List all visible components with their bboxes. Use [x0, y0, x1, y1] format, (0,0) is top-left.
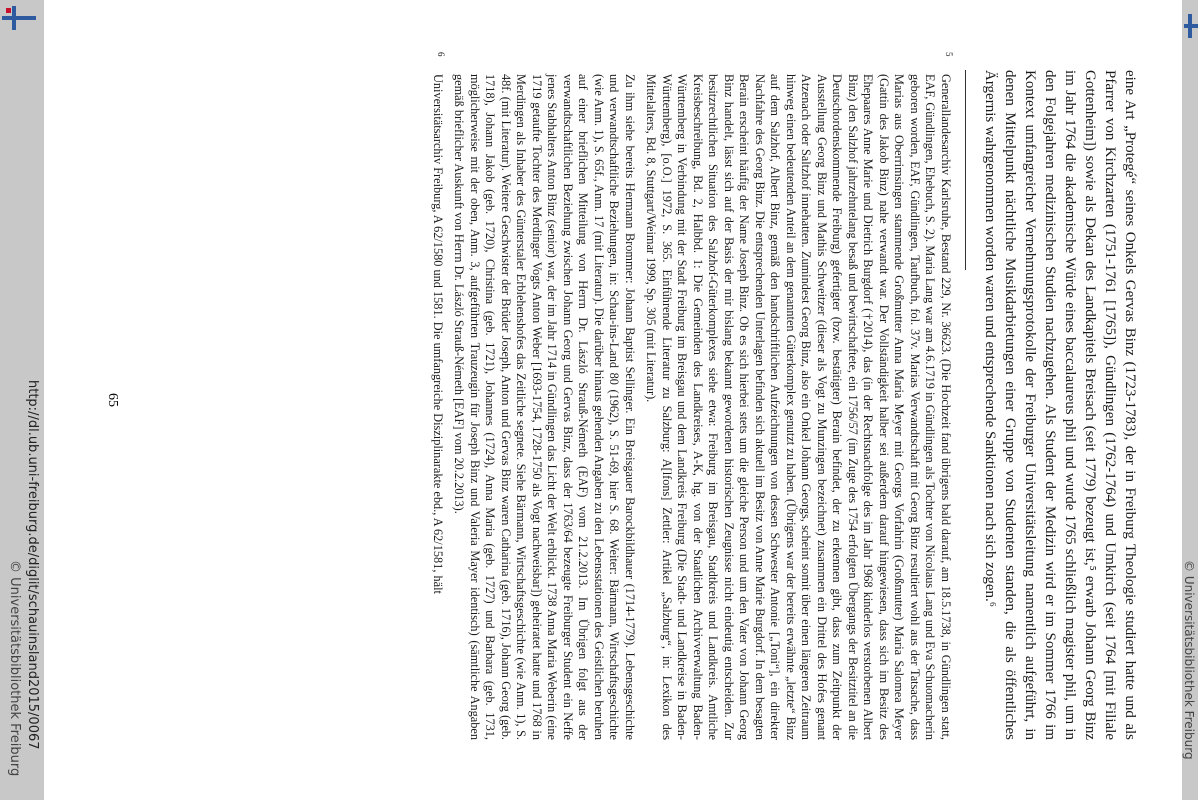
footnote-6-number: 6	[436, 52, 446, 57]
footnote-6-text: Universitätsarchiv Freiburg, A 62/1580 und 1581. Die umfangreiche Disziplinarakte ebd., A 62/1581, hält	[431, 74, 445, 594]
watermark-left	[4, 0, 44, 800]
footnote-divider	[965, 70, 966, 270]
footnote-5-number: 5	[944, 52, 954, 57]
watermark-right	[1178, 0, 1198, 800]
watermark-right-copyright: © Universitätsbibliothek Freiburg	[1182, 560, 1196, 760]
footnote-6	[430, 52, 446, 740]
footnote-5-text: Generallandesarchiv Karlsruhe, Bestand 229, Nr. 36623. (Die Hochzeit fand übrigens bald darauf, am 18.5.1738, in Gündlingen statt, EAF, Gündlingen, Ehebuch, S. 2). Maria Lang war am 4.6.1719 in Gündlingen als Tochter von Nicolaus Lang und Eva Schuomacherin geboren worden, EAF, Gündlingen, Taufbuch, fol. 37v. Marias Verwandtschaft mit Georg Binz resultiert wohl aus der Tatsache, dass Marias aus Oberrimsingen stammende Großmutter Anna Maria Meyer mit Georgs Vorfahrin (Großmutter) Maria Salomea Meyer (Gattin des Jakob Binz) nahe verwandt war. Der Vollständigkeit halber sei außerdem darauf hingewiesen, dass sich im Besitz des Ehepaares Anne Marie und Dietrich Burgdorf (†2014), das (in der Rechtsnachfolge des im Jahr 1968 kinderlos verstorbenen Albert Binz) den Salzhof jahrzehntelang besaß und bewirtschaftete, ein 1756/57 (im Zuge des 1754 erfolgten Übergangs der Besitztitel an die Deutschordenskommende Freiburg) gefertigter (bzw. bestätigter) Berain befindet, der zu erkennen gibt, dass zum Zeitpunkt der Ausstellung Georg Binz und Mathis Schweitzer (dieser als Vogt zu Munzingen bezeichnet) zusammen ein Drittel des Hofes genant Atzenach oder Saltzhof innehatten. Zumindest Georg Binz, also ein Onkel Johann Georgs, scheint somit über einen längeren Zeitraum hinweg einen bedeutenden Anteil an dem genannten Güterkomplex genutzt zu haben. (Übrigens war der bereits erwähnte „letzte“ Binz auf dem Salzhof, Albert Binz, gemäß den handschriftlichen Aufzeichnungen von dessen Schwester Antonie [„Toni“], ein direkter Nachfahre des Georg Binz. Die entsprechenden Unterlagen befinden sich aktuell im Besitz von Anne Marie Burgdorf. In dem besagten Berain erscheint häufig der Name Joseph Binz. Ob es sich hierbei stets um die gleiche Person und um den Vater von Johann Georg Binz handelt, lässt sich auf der Basis der mir bislang bekannt gewordenen historischen Zeugnisse nicht eindeutig entscheiden. Zur besitzrechtlichen Situation des Salzhof-Güterkomplexes siehe etwa: Freiburg im Breisgau, Stadtkreis und Landkreis. Amtliche Kreisbeschreibung, Bd. 2, Halbbd. 1: Die Gemeinden des Landkreises, A-K, hg. von der Staatlichen Archivverwaltung Baden-Württemberg in Verbindung mit der Stadt Freiburg im Breisgau und dem Landkreis Freiburg (Die Stadt- und Landkreise in Baden-Württemberg), [o.O.] 1972, S. 365. Einführende Literatur zu Salzburg: A[lfons] Zettler: Artikel „Salzburg“, in: Lexikon des Mittelalters, Bd. 8, Stuttgart/Weimar 1999, Sp. 305 (mit Literatur).	[644, 74, 953, 740]
watermark-url[interactable]: http://dl.ub.uni-freiburg.de/diglit/schauinsland2015/0067	[25, 380, 40, 750]
main-paragraph: eine Art „Protegé“ seines Onkels Gervas Binz (1723-1783), der in Freiburg Theologie studiert hatte und als Pfarrer von Kirchzarten (1751-1761 [1765]), Gündlingen (1762-1764) und Umkirch (seit 1764 [mit Filiale Gottenheim]) sowie als Dekan des Landkapitels Breisach (seit 1779) bezeugt ist,⁵ erwarb Johann Georg Binz im Jahr 1764 die akademische Würde eines baccalaureus phil und wurde 1765 schließlich magister phil, um in den Folgejahren medizinischen Studien nachzugehen. Als Student der Medizin wird er im Sommer 1766 im Kontext umfangreicher Vernehmungsprotokolle der Freiburger Universitätsleitung namentlich aufgeführt, in denen Mittelpunkt nächtliche Musikdarbietungen einer Gruppe von Studenten standen, die als öffentliches Ärgernis wahrgenommen worden waren und entsprechende Sanktionen nach sich zogen.⁶	[982, 70, 1138, 740]
watermark-copyright: © Universitätsbibliothek Freiburg	[7, 560, 22, 777]
page-number: 65	[105, 393, 120, 407]
page-content	[424, 52, 1141, 740]
footnote-5-continued	[451, 70, 637, 740]
footnote-5	[643, 52, 954, 740]
rotated-document-page	[50, 0, 1180, 800]
footnote-5b-text: Zu ihm siehe bereits Hermann Brommer: Johann Baptist Sellinger. Ein Breisgauer Barockbildhauer (1714-1779). Lebensgeschichte und verwandtschaftliche Beziehungen, in: Schau-ins-Land 80 (1962), S. 51-69, hier S. 68. Weiter: Bärmann, Wirtschaftsgeschichte (wie Anm. 1), S. 65f., Anm. 17 (mit Literatur). Die darüber hinaus gehenden Angaben zu den Lebensstationen des Geistlichen beruhen auf einer brieflichen Mitteilung von Herrn Dr. László Strauß-Németh (EAF) vom 21.2.2013. Im Übrigen folgt aus der verwandtschaftlichen Beziehung zwischen Johann Georg und Gervas Binz, dass der 1763/64 bezeugte Freiburger Student ein Neffe jenes Stabhalters Anton Binz (senior) war, der im Jahr 1714 in Gündlingen das Licht der Welt erblickt. 1738 Anna Maria Weberin (eine 1719 getaufte Tochter des Merdinger Vogts Anton Weber [1693-1754, 1728-1750 als Vogt nachweisbar]) geheiratet hatte und 1768 in Merdingen als Inhaber des Günterstaler Erblehenshofes das Zeitliche segnete. Siehe Bärmann, Wirtschaftsgeschichte (wie Anm. 1), S. 48f. (mit Literatur). Weitere Geschwister der Brüder Joseph, Anton und Gervas Binz waren Catharina (geb. 1716), Johann Georg (geb. 1718), Johann Jakob (geb. 1720), Christina (geb. 1721), Johannes (1724), Anna Maria (geb. 1727) und Barbara (geb. 1731, möglicherweise mit der oben, Anm. 3, aufgeführten Trauzeugin für Joseph Binz und Valeria Mayer identisch) (sämtliche Angaben gemäß brieflicher Auskunft von Herrn Dr. László Strauß-Németh [EAF] vom 20.2.2013).	[452, 74, 637, 740]
